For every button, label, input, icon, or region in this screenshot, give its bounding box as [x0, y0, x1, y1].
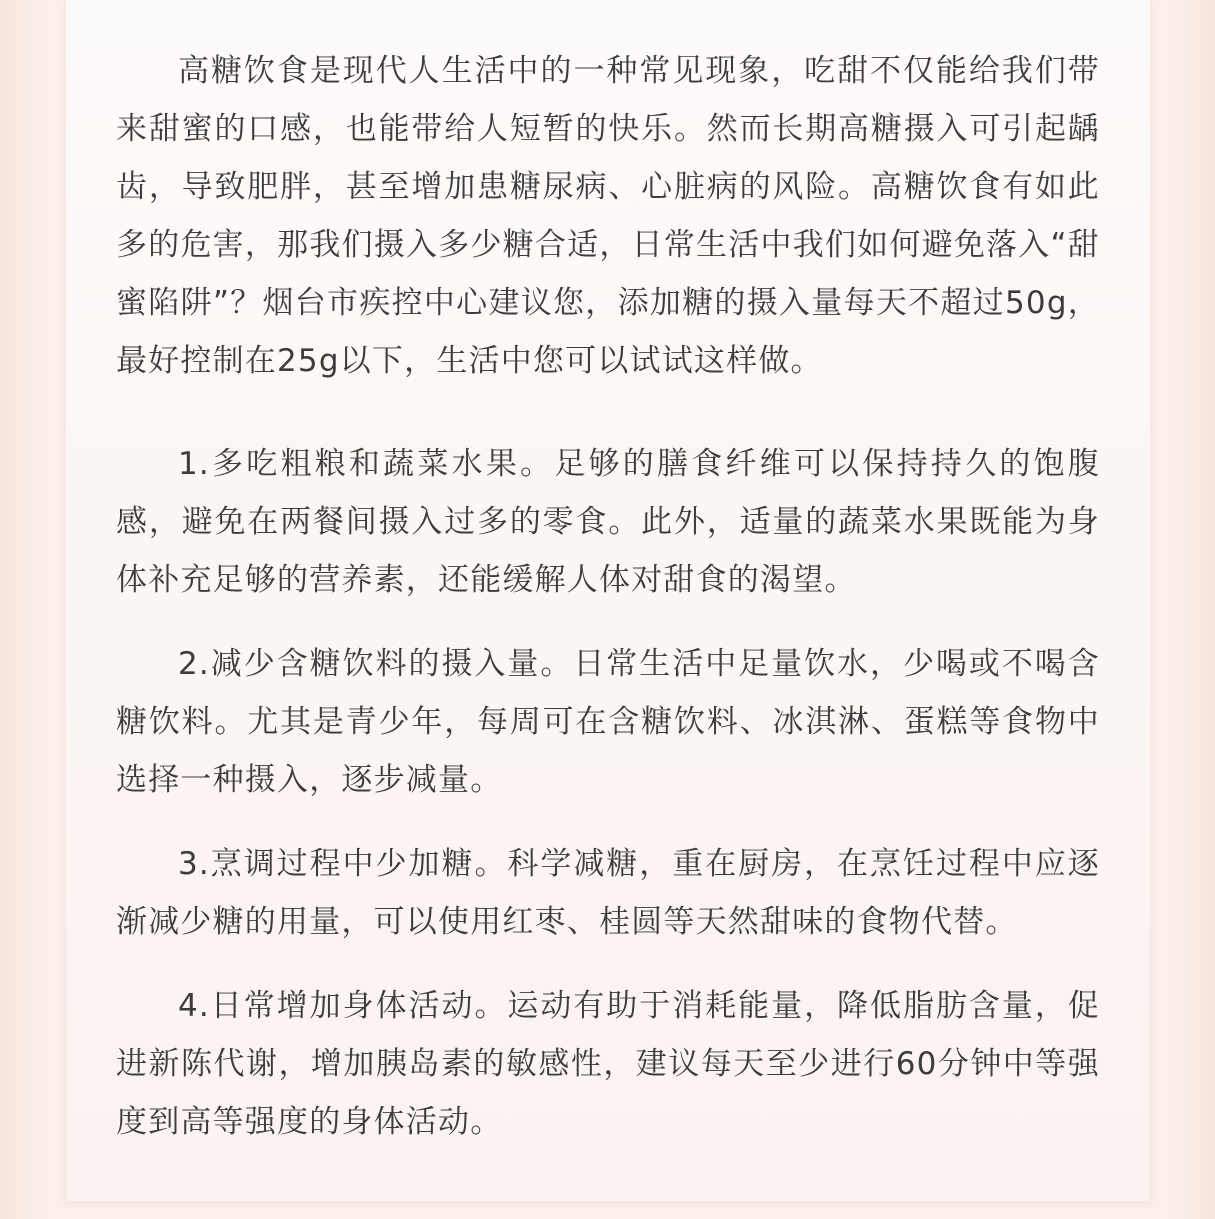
- tip-paragraph-3: 3.烹调过程中少加糖。科学减糖，重在厨房，在烹饪过程中应逐渐减少糖的用量，可以使用红枣、桂圆等天然甜味的食物代替。: [116, 846, 1100, 940]
- intro-paragraph: 高糖饮食是现代人生活中的一种常见现象，吃甜不仅能给我们带来甜蜜的口感，也能带给人短暂的快乐。然而长期高糖摄入可引起龋齿，导致肥胖，甚至增加患糖尿病、心脏病的风险。高糖饮食有如此多的危害，那我们摄入多少糖合适，日常生活中我们如何避免落入“甜蜜陷阱”？烟台市疾控中心建议您，添加糖的摄入量每天不超过50g，最好控制在25g以下，生活中您可以试试这样做。: [116, 53, 1100, 379]
- tip-paragraph-2: 2.减少含糖饮料的摄入量。日常生活中足量饮水，少喝或不喝含糖饮料。尤其是青少年，每周可在含糖饮料、冰淇淋、蛋糕等食物中选择一种摄入，逐步减量。: [116, 646, 1100, 798]
- article-card: [66, 0, 1150, 1201]
- tip-paragraph-4: 4.日常增加身体活动。运动有助于消耗能量，降低脂肪含量，促进新陈代谢，增加胰岛素的敏感性，建议每天至少进行60分钟中等强度到高等强度的身体活动。: [116, 988, 1100, 1140]
- article-body: [116, 42, 1100, 1151]
- tip-paragraph-1: 1.多吃粗粮和蔬菜水果。足够的膳食纤维可以保持持久的饱腹感，避免在两餐间摄入过多的零食。此外，适量的蔬菜水果既能为身体补充足够的营养素，还能缓解人体对甜食的渴望。: [116, 446, 1100, 598]
